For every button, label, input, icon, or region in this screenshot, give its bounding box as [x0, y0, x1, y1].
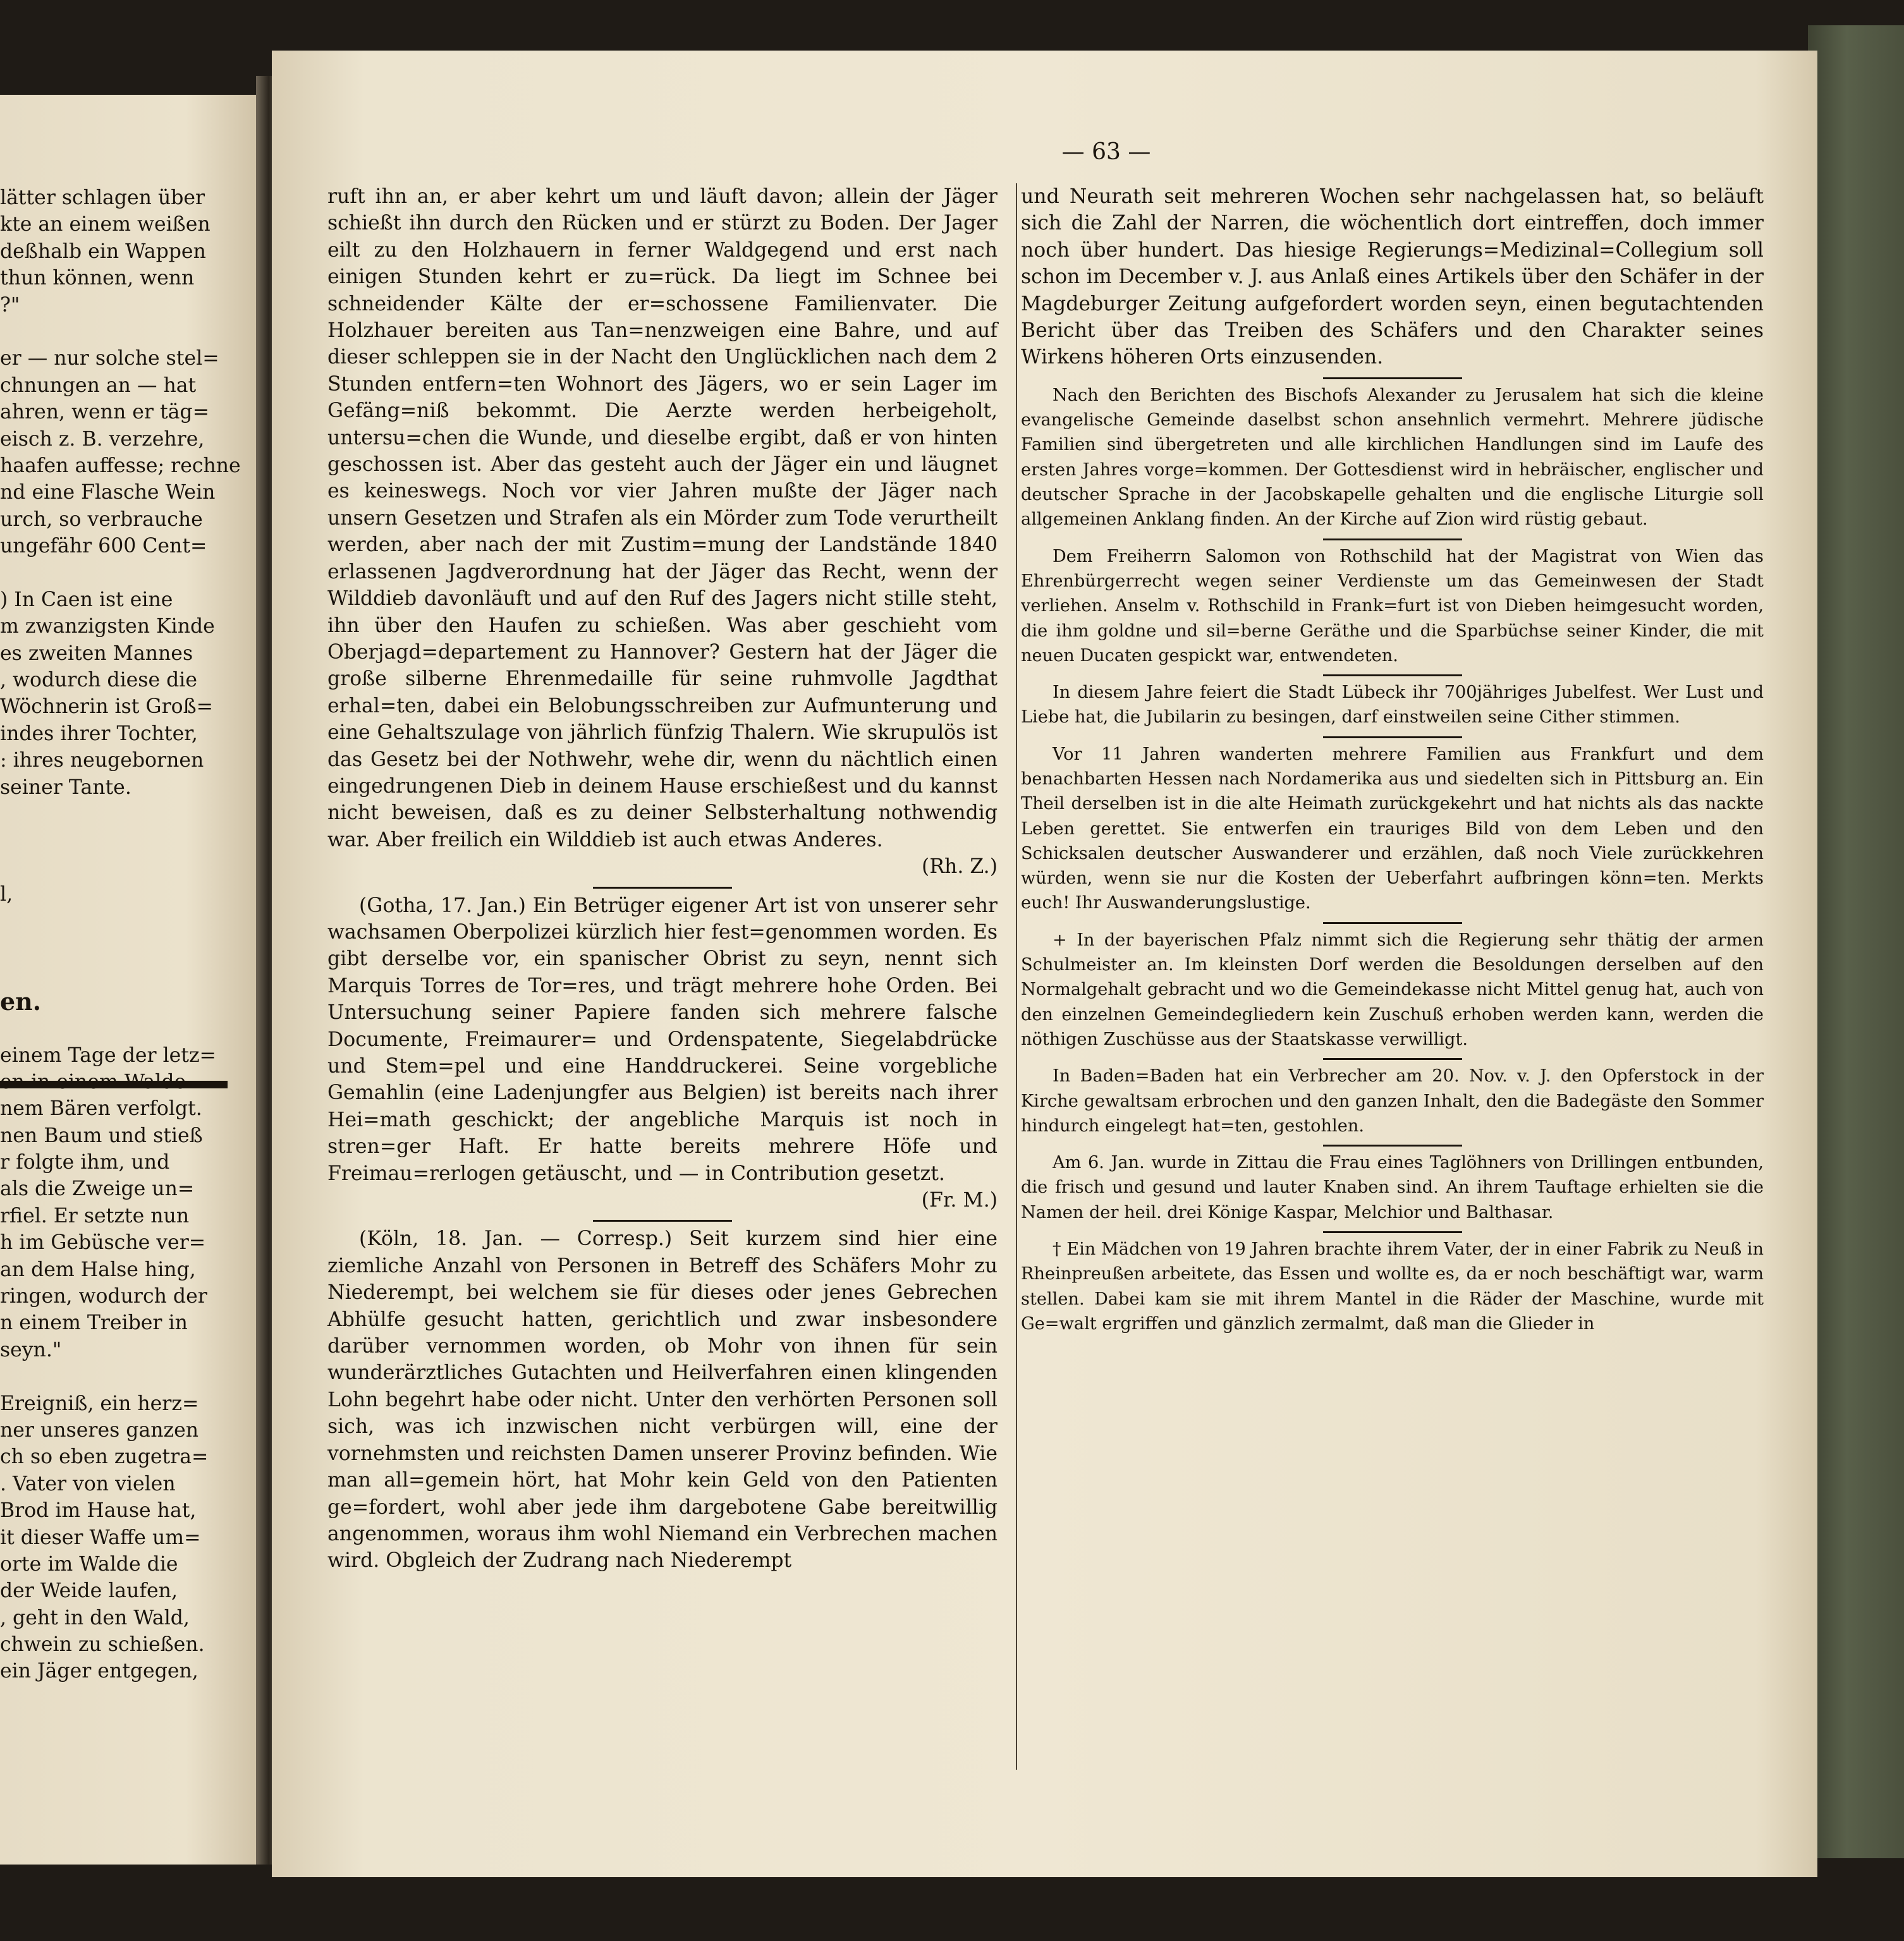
left-page-line: n einem Treiber in	[0, 1311, 188, 1335]
left-page-line: Wöchnerin ist Groß=	[0, 695, 214, 719]
left-page-line: ?"	[0, 293, 20, 317]
left-page-line: indes ihrer Tochter,	[0, 722, 198, 745]
article-neuss: † Ein Mädchen von 19 Jahren brachte ihrem Vater, der in einer Fabrik zu Neuß in Rheinpreußen arbeitete, das Essen und wollte es, da er noch beschäftigt war, warm stellen. Dabei kam sie mit ihrem Mantel in die Räder der Maschine, wurde mit Ge=walt ergriffen und gänzlich zermalmt, daß man die Glieder in	[1021, 1239, 1764, 1334]
left-page-line: urch, so verbrauche	[0, 508, 203, 531]
left-page-line: seyn."	[0, 1338, 62, 1361]
left-page-line: : ihres neugebornen	[0, 749, 204, 772]
left-page-line	[0, 801, 221, 827]
left-page-line: , wodurch diese die	[0, 669, 197, 692]
left-page-line: chwein zu schießen.	[0, 1633, 205, 1657]
article-jerusalem: Nach den Berichten des Bischofs Alexander zu Jerusalem hat sich die kleine evangelische Gemeinde daselbst schon ansehnlich vermehrt. Mehrere jüdische Familien sind übergetreten und alle kirchlichen Handlungen sind im Laufe des ersten Jahres vorge=kommen. Der Gottesdienst wird in hebräischer, englischer und deutscher Sprache in der Jacobskapelle gehalten und die englische Liturgie soll allgemeinen Anklang finden. An der Kirche auf Zion wird rüstig gebaut.	[1021, 385, 1764, 530]
column-right	[1021, 183, 1764, 1336]
left-page-line	[0, 961, 221, 988]
article-neurath: und Neurath seit mehreren Wochen sehr nachgelassen hat, so beläuft sich die Zahl der Narren, die wöchentlich dort eintreffen, doch immer noch über hundert. Das hiesige Regierungs=Medizinal=Collegium soll schon im December v. J. aus Anlaß eines Artikels über den Schäfer in der Magdeburger Zeitung aufgefordert worden seyn, einen begutachtenden Bericht über das Treiben des Schäfers und den Charakter seines Wirkens höheren Orts einzusenden.	[1021, 185, 1764, 369]
article-koeln: (Köln, 18. Jan. — Corresp.) Seit kurzem sind hier eine ziemliche Anzahl von Personen in Betreff des Schäfers Mohr zu Niederempt, bei welchem sie für dieses oder jenes Gebrechen Abhülfe gesucht hatten, gerichtlich und zwar insbesondere darüber vernommen worden, ob Mohr von ihnen für sein wunderärztliches Gutachten und Heilverfahren einen klingenden Lohn begehrt habe oder nicht. Unter den verhörten Personen soll sich, was ich inzwischen nicht verbürgen will, eine der vornehmsten und reichsten Damen unserer Provinz befinden. Wie man all=gemein hört, hat Mohr kein Geld von den Patienten ge=fordert, wohl aber jede ihm dargebotene Gabe bereitwillig angenommen, woraus ihm wohl Niemand ein Verbrechen machen wird. Obgleich der Zudrang nach Niederempt	[327, 1227, 998, 1573]
left-page-line: haafen auffesse; rechne	[0, 454, 241, 477]
left-page-line: er — nur solche stel=	[0, 347, 219, 370]
separator	[593, 887, 732, 889]
left-page-line	[0, 1363, 221, 1390]
source-fr-m: (Fr. M.)	[921, 1189, 998, 1212]
separator	[1323, 538, 1462, 540]
source-rh-z: (Rh. Z.)	[922, 855, 998, 879]
left-page-line: seiner Tante.	[0, 776, 131, 799]
page-number: — 63 —	[1061, 139, 1151, 165]
left-page-line: chnungen an — hat	[0, 374, 197, 397]
left-page-line: en.	[0, 987, 42, 1016]
left-page-line: ch so eben zugetra=	[0, 1445, 209, 1469]
left-page-line: ner unseres ganzen	[0, 1418, 199, 1442]
article-baden: In Baden=Baden hat ein Verbrecher am 20. Nov. v. J. den Opferstock in der Kirche gewaltsam erbrochen und den ganzen Inhalt, den die Badegäste den Sommer hindurch eingelegt hat=ten, gestohlen.	[1021, 1066, 1764, 1136]
left-page-line	[0, 319, 221, 345]
separator	[1323, 922, 1462, 924]
separator	[1323, 736, 1462, 738]
book-cover-edge	[1808, 25, 1904, 1858]
left-page-line	[0, 1015, 221, 1042]
article-rothschild: Dem Freiherrn Salomon von Rothschild hat der Magistrat von Wien das Ehrenbürgerrecht wegen seiner Verdienste um das Gemeinwesen der Stadt verliehen. Anselm v. Rothschild in Frank=furt ist von Dieben heimgesucht worden, die ihm goldne und sil=berne Geräthe und die Sparbüchse seiner Kinder, die mit neuen Ducaten gespickt war, entwendeten.	[1021, 546, 1764, 666]
separator	[1323, 1058, 1462, 1060]
article-hunter: ruft ihn an, er aber kehrt um und läuft davon; allein der Jäger schießt ihn durch den Rücken und er stürzt zu Boden. Der Jager eilt zu den Holzhauern in ferner Waldgegend und erst nach einigen Stunden kehrt er zu=rück. Da liegt im Schnee bei schneidender Kälte der er=schossene Familienvater. Die Holzhauer bereiten aus Tan=nenzweigen eine Bahre, und auf dieser schleppen sie in der Nacht den Unglücklichen nach dem 2 Stunden entfern=ten Wohnort des Jägers, wo er sein Lager im Gefäng=niß bekommt. Die Aerzte werden herbeigeholt, untersu=chen die Wunde, und dieselbe ergibt, daß er von hinten geschossen ist. Aber das gesteht auch der Jäger ein und läugnet es keineswegs. Noch vor vier Jahren mußte der Jäger nach unsern Gesetzen und Strafen als ein Mörder zum Tode verurtheilt werden, aber nach der mit Zustim=mung der Landstände 1840 erlassenen Jagdverordnung hat der Jäger das Recht, wenn der Wilddieb davonläuft und auf den Ruf des Jagers nicht stille steht, ihn über den Haufen zu schießen. Was aber geschieht vom Oberjagd=departement zu Hannover? Gestern hat der Jäger die große silberne Ehrenmedaille für seine ruhmvolle Jagdthat erhal=ten, dabei ein Belobungsschreiben zur Aufmunterung und eine Gehaltszulage von jährlich fünfzig Thalern. Wie skrupulös ist das Gesetz bei der Nothwehr, wehe dir, wenn du nächtlich einen eingedrungenen Dieb in deinem Hause erschießest und du kannst nicht beweisen, daß es zu deiner Selbsterhaltung nothwendig war. Aber freilich ein Wilddieb ist auch etwas Anderes.	[327, 185, 998, 851]
left-page-line: deßhalb ein Wappen	[0, 240, 206, 263]
article-gotha: (Gotha, 17. Jan.) Ein Betrüger eigener Art ist von unserer sehr wachsamen Oberpolizei kürzlich hier fest=genommen worden. Es gibt derselbe vor, ein spanischer Obrist zu seyn, nennt sich Marquis Torres de Tor=res, und trägt mehrere hohe Orden. Bei Untersuchung seiner Papiere fanden sich mehrere falsche Documente, Freimaurer= und Ordenspatente, Siegelabdrücke und Stem=pel und eine Handdruckerei. Seine vorgebliche Gemahlin (eine Ladenjungfer aus Belgien) ist bereits nach ihrer Hei=math geschickt; der angebliche Marquis ist noch in stren=ger Haft. Er hatte bereits mehrere Höfe und Freimau=rerlogen getäuscht, und — in Contribution gesetzt.	[327, 894, 998, 1185]
left-page-line: an dem Halse hing,	[0, 1258, 196, 1281]
left-page-line: nen Baum und stieß	[0, 1124, 203, 1147]
left-page-line: kte an einem weißen	[0, 213, 211, 236]
left-page-line: ahren, wenn er täg=	[0, 401, 209, 424]
left-page-line	[0, 827, 221, 854]
separator	[593, 1220, 732, 1222]
left-page-rule	[0, 1081, 228, 1088]
left-page-text	[0, 185, 241, 1685]
left-page-line: der Weide laufen,	[0, 1579, 178, 1603]
separator	[1323, 674, 1462, 676]
left-page-line: thun können, wenn	[0, 267, 195, 290]
column-divider	[1016, 183, 1017, 1770]
separator	[1323, 1145, 1462, 1147]
left-page-line: einem Tage der letz=	[0, 1044, 216, 1067]
right-page	[272, 51, 1817, 1877]
left-page-line: ein Jäger entgegen,	[0, 1660, 198, 1683]
separator	[1323, 1231, 1462, 1233]
left-page-line	[0, 855, 221, 881]
column-left	[327, 183, 998, 1574]
left-page-line: Ereigniß, ein herz=	[0, 1392, 199, 1415]
left-page-line	[0, 559, 221, 586]
left-page-line: nem Bären verfolgt.	[0, 1097, 202, 1121]
left-page-line: lätter schlagen über	[0, 186, 205, 209]
left-page	[0, 95, 265, 1865]
left-page-line: h im Gebüsche ver=	[0, 1231, 206, 1255]
article-pfalz: + In der bayerischen Pfalz nimmt sich die Regierung sehr thätig der armen Schulmeister an. Im kleinsten Dorf werden die Besoldungen derselben auf den Normalgehalt gebracht und wo die Gemeindekasse nicht Mittel genug hat, auch von den einzelnen Gemeindegliedern kein Zuschuß erhoben werden kann, werden die nöthigen Zuschüsse aus der Staatskasse verwilligt.	[1021, 930, 1764, 1049]
left-page-line: als die Zweige un=	[0, 1177, 195, 1201]
left-page-line	[0, 935, 221, 961]
left-page-line: ringen, wodurch der	[0, 1285, 207, 1308]
left-page-line	[0, 908, 221, 935]
left-page-line: it dieser Waffe um=	[0, 1526, 201, 1549]
left-page-line: m zwanzigsten Kinde	[0, 615, 215, 638]
left-page-line: . Vater von vielen	[0, 1472, 176, 1495]
article-luebeck: In diesem Jahre feiert die Stadt Lübeck ihr 700jähriges Jubelfest. Wer Lust und Liebe hat, die Jubilarin zu besingen, darf einstweilen seine Cither stimmen.	[1021, 683, 1764, 727]
left-page-line: ) In Caen ist eine	[0, 588, 173, 611]
left-page-line: nd eine Flasche Wein	[0, 481, 216, 504]
left-page-line: eisch z. B. verzehre,	[0, 427, 205, 451]
left-page-line: orte im Walde die	[0, 1552, 178, 1576]
left-page-line: , geht in den Wald,	[0, 1606, 190, 1629]
left-page-line: rfiel. Er setzte nun	[0, 1204, 190, 1227]
article-emigrants: Vor 11 Jahren wanderten mehrere Familien aus Frankfurt und dem benachbarten Hessen nach Nordamerika aus und siedelten sich in Pittsburg an. Ein Theil derselben ist in die alte Heimath zurückgekehrt und hat nichts als das nackte Leben gerettet. Sie entwerfen ein trauriges Bild von dem Leben und den Schicksalen deutscher Auswanderer und erzählen, daß noch Viele zurückkehren würden, wenn sie nur die Kosten der Ueberfahrt aufbringen könn=ten. Merkts euch! Ihr Auswanderungslustige.	[1021, 744, 1764, 913]
separator	[1323, 377, 1462, 379]
left-page-line: r folgte ihm, und	[0, 1151, 170, 1174]
left-page-line: ungefähr 600 Cent=	[0, 535, 207, 558]
left-page-line: l,	[0, 883, 13, 906]
left-page-line: Brod im Hause hat,	[0, 1499, 197, 1523]
left-page-line: es zweiten Mannes	[0, 642, 193, 665]
article-zittau: Am 6. Jan. wurde in Zittau die Frau eines Taglöhners von Drillingen entbunden, die frisch und gesund und lauter Knaben sind. An ihrem Tauftage erhielten sie die Namen der heil. drei Könige Kaspar, Melchior und Balthasar.	[1021, 1153, 1764, 1222]
